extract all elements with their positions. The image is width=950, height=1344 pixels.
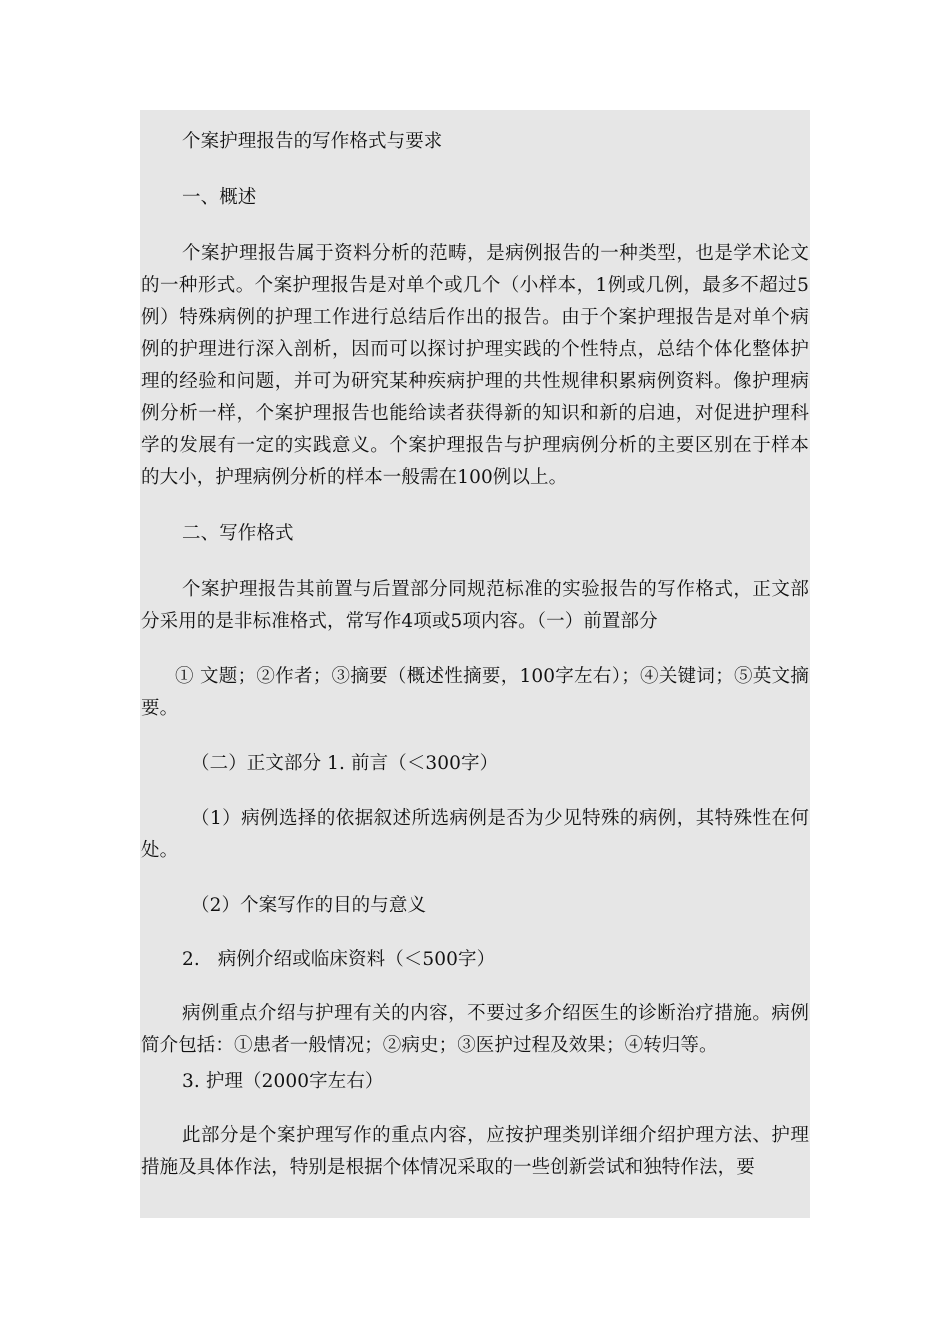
case-introduction-paragraph: 病例重点介绍与护理有关的内容，不要过多介绍医生的诊断治疗措施。病例简介包括：①患者一般情况；②病史；③医护过程及效果；④转归等。 <box>141 1003 809 1056</box>
main-part-heading: （二）正文部分 1. 前言（＜300字） <box>191 753 499 774</box>
case-introduction-heading: 2. 病例介绍或临床资料（＜500字） <box>182 949 496 970</box>
overview-paragraph: 个案护理报告属于资料分析的范畴，是病例报告的一种类型，也是学术论文的一种形式。个案护理报告是对单个或几个（小样本，1例或几例，最多不超过5例）特殊病例的护理工作进行总结后作出的报告。由于个案护理报告是对单个病例的护理进行深入剖析，因而可以探讨护理实践的个性特点，总结个体化整体护理的经验和问题，并可为研究某种疾病护理的共性规律积累病例资料。像护理病例分析一样，个案护理报告也能给读者获得新的知识和新的启迪，对促进护理科学的发展有一定的实践意义。个案护理报告与护理病例分析的主要区别在于样本的大小，护理病例分析的样本一般需在100例以上。 <box>141 243 809 488</box>
section-heading-format: 二、写作格式 <box>182 523 294 544</box>
preface-item-1: （1）病例选择的依据叙述所选病例是否为少见特殊的病例，其特殊性在何处。 <box>141 808 809 861</box>
document-title: 个案护理报告的写作格式与要求 <box>182 131 443 152</box>
nursing-heading: 3. 护理（2000字左右） <box>182 1071 384 1092</box>
front-part-items: ① 文题；②作者；③摘要（概述性摘要，100字左右）；④关键词；⑤英文摘要。 <box>141 666 809 719</box>
format-paragraph: 个案护理报告其前置与后置部分同规范标准的实验报告的写作格式，正文部分采用的是非标准格式，常写作4项或5项内容。（一）前置部分 <box>141 579 809 632</box>
preface-item-2: （2）个案写作的目的与意义 <box>191 895 427 916</box>
section-heading-overview: 一、概述 <box>182 187 257 208</box>
nursing-paragraph: 此部分是个案护理写作的重点内容，应按护理类别详细介绍护理方法、护理措施及具体作法，特别是根据个体情况采取的一些创新尝试和独特作法，要 <box>141 1125 809 1178</box>
document-body <box>141 126 809 1184</box>
